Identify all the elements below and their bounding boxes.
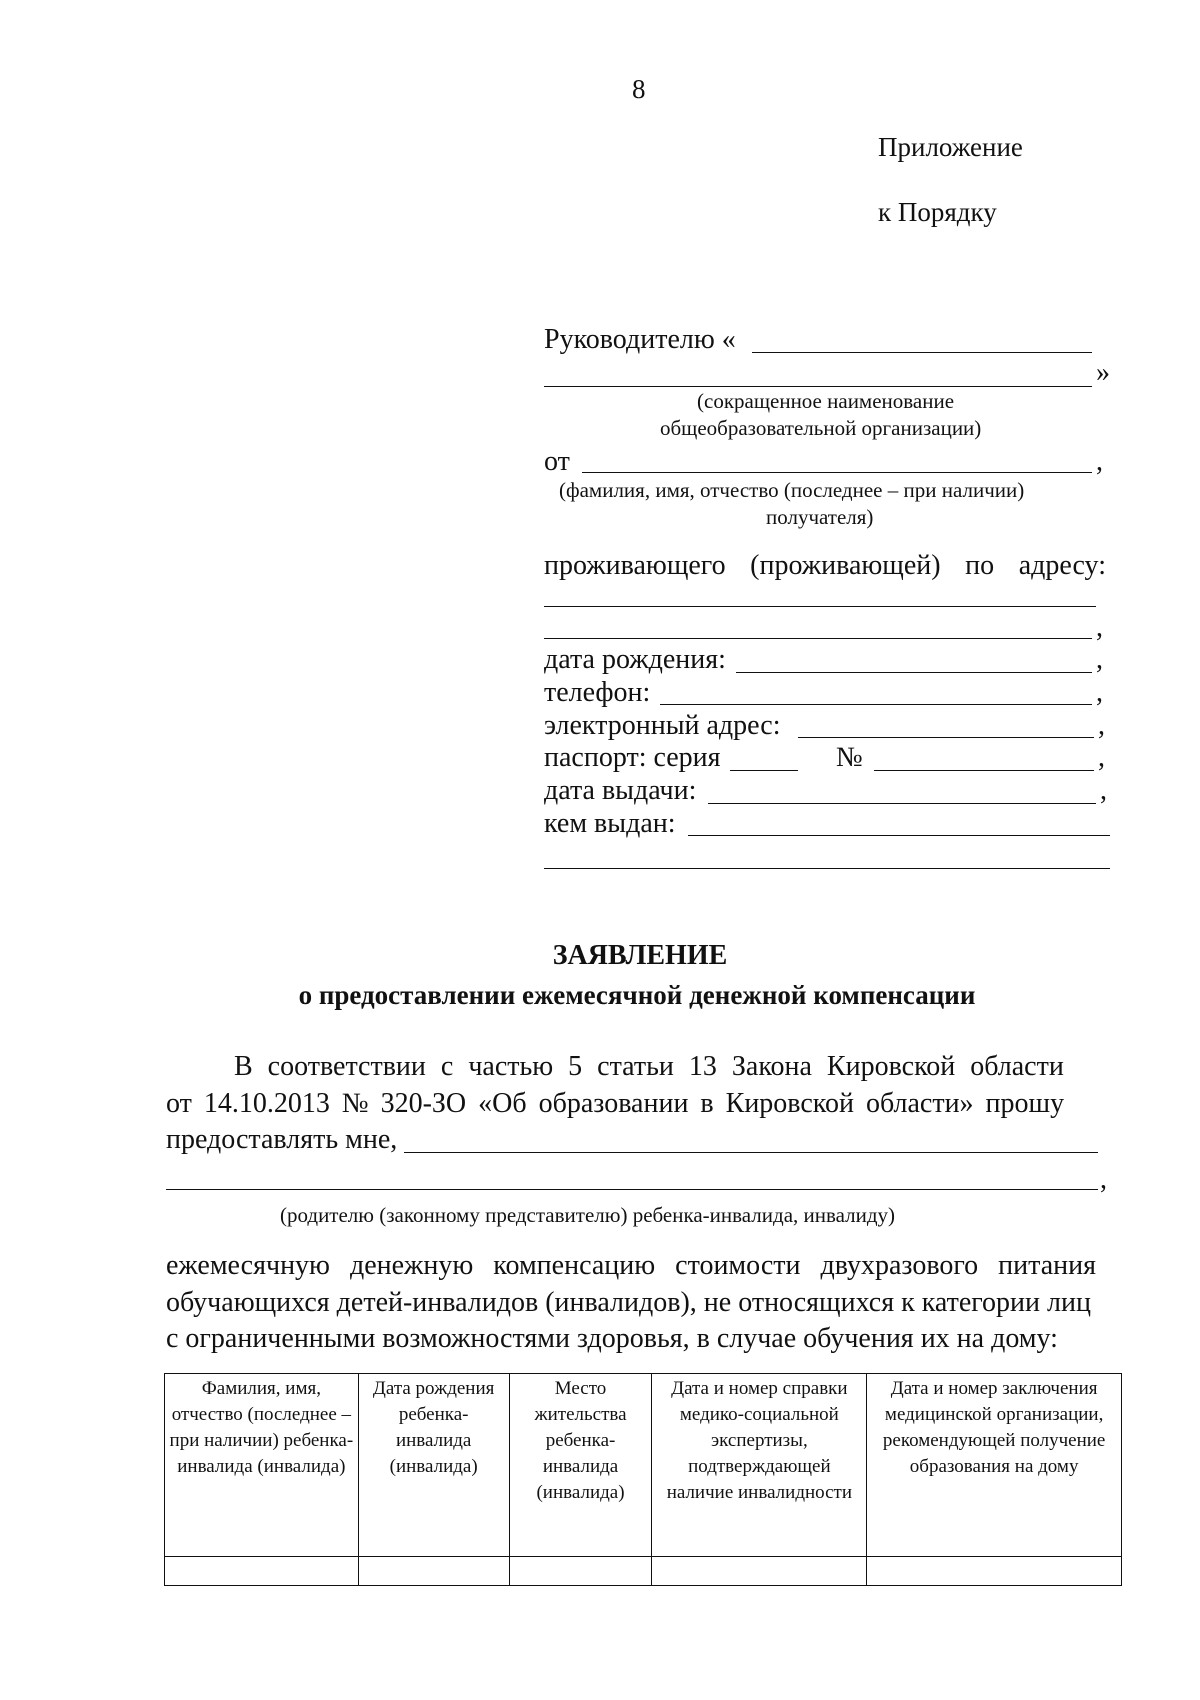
org-name-line-1[interactable]: [752, 352, 1092, 353]
recipient-line-2[interactable]: [166, 1189, 1098, 1190]
paragraph-1-line-2: от 14.10.2013 № 320-ЗО «Об образовании в Кировской области» прошу: [166, 1088, 1065, 1119]
residing-word-1: проживающего: [544, 550, 726, 581]
table-row: [165, 1557, 1122, 1586]
sender-name-hint-2: получателя): [766, 505, 874, 529]
residing-word-3: по: [965, 550, 995, 581]
birth-date-comma: ,: [1096, 644, 1103, 675]
addressee-label: Руководителю «: [544, 324, 736, 355]
phone-line[interactable]: [660, 704, 1092, 705]
cell-residence[interactable]: [509, 1557, 652, 1586]
residing-label: [544, 550, 1106, 582]
passport-label: паспорт: серия: [544, 742, 721, 773]
email-comma: ,: [1098, 710, 1105, 741]
birth-date-label: дата рождения:: [544, 644, 726, 675]
issued-by-line-2[interactable]: [544, 868, 1110, 869]
paragraph-1-line-1: В соответствии с частью 5 статьи 13 Закона Кировской области: [234, 1051, 1064, 1082]
org-name-hint-1: (сокращенное наименование: [697, 389, 955, 413]
children-table: [164, 1373, 1122, 1586]
residing-word-2: (проживающей): [750, 550, 941, 581]
cell-mse-certificate[interactable]: [652, 1557, 867, 1586]
sender-name-comma: ,: [1096, 446, 1103, 477]
email-line[interactable]: [798, 737, 1094, 738]
org-name-line-2[interactable]: [544, 386, 1092, 387]
email-label: электронный адрес:: [544, 710, 781, 741]
statement-subtitle: о предоставлении ежемесячной денежной компенсации: [298, 980, 976, 1010]
cell-birth-date[interactable]: [358, 1557, 509, 1586]
statement-title: ЗАЯВЛЕНИЕ: [552, 940, 728, 971]
phone-comma: ,: [1096, 677, 1103, 708]
issue-date-line[interactable]: [708, 803, 1096, 804]
issue-date-label: дата выдачи:: [544, 775, 697, 806]
passport-number-line[interactable]: [874, 770, 1094, 771]
page-number: 8: [632, 74, 646, 104]
birth-date-line[interactable]: [736, 672, 1092, 673]
cell-full-name[interactable]: [165, 1557, 359, 1586]
address-line-1[interactable]: [544, 606, 1096, 607]
residing-word-4: адресу:: [1018, 550, 1106, 581]
issued-by-line-1[interactable]: [688, 835, 1110, 836]
recipient-line-1[interactable]: [404, 1152, 1098, 1153]
paragraph-2-line-2: обучающихся детей-инвалидов (инвалидов), не относящихся к категории лиц: [166, 1287, 1091, 1318]
issued-by-label: кем выдан:: [544, 808, 676, 839]
close-quote: »: [1096, 357, 1110, 388]
issue-date-comma: ,: [1100, 775, 1107, 806]
address-comma: ,: [1096, 612, 1103, 643]
appendix-subtitle: к Порядку: [878, 197, 997, 227]
phone-label: телефон:: [544, 677, 651, 708]
address-line-2[interactable]: [544, 638, 1092, 639]
header-mse-certificate: Дата и номер справки медико-социальной экспертизы, подтверждающей наличие инвалидности: [652, 1374, 867, 1557]
header-birth-date: Дата рождения ребенка-инвалида (инвалида): [358, 1374, 509, 1557]
org-name-hint-2: общеобразовательной организации): [660, 416, 982, 440]
paragraph-2-line-3: с ограниченными возможностями здоровья, в случае обучения их на дому:: [166, 1323, 1058, 1354]
passport-number-sign: №: [836, 742, 863, 773]
table-header-row: [165, 1374, 1122, 1557]
passport-comma: ,: [1098, 742, 1105, 773]
recipient-hint: (родителю (законному представителю) ребенка-инвалида, инвалиду): [280, 1203, 896, 1227]
passport-series-line[interactable]: [730, 770, 798, 771]
header-residence: Место жительства ребенка-инвалида (инвалида): [509, 1374, 652, 1557]
from-label: от: [544, 446, 570, 477]
header-full-name: Фамилия, имя, отчество (последнее – при наличии) ребенка-инвалида (инвалида): [165, 1374, 359, 1557]
header-medical-conclusion: Дата и номер заключения медицинской организации, рекомендующей получение образования на дому: [867, 1374, 1122, 1557]
paragraph-1-line-3: предоставлять мне,: [166, 1124, 398, 1155]
sender-name-hint-1: (фамилия, имя, отчество (последнее – при наличии): [559, 478, 1025, 502]
recipient-comma: ,: [1100, 1164, 1107, 1195]
appendix-title: Приложение: [878, 132, 1023, 162]
sender-name-line[interactable]: [582, 472, 1092, 473]
cell-medical-conclusion[interactable]: [867, 1557, 1122, 1586]
paragraph-2-line-1: ежемесячную денежную компенсацию стоимости двухразового питания: [166, 1250, 1096, 1281]
